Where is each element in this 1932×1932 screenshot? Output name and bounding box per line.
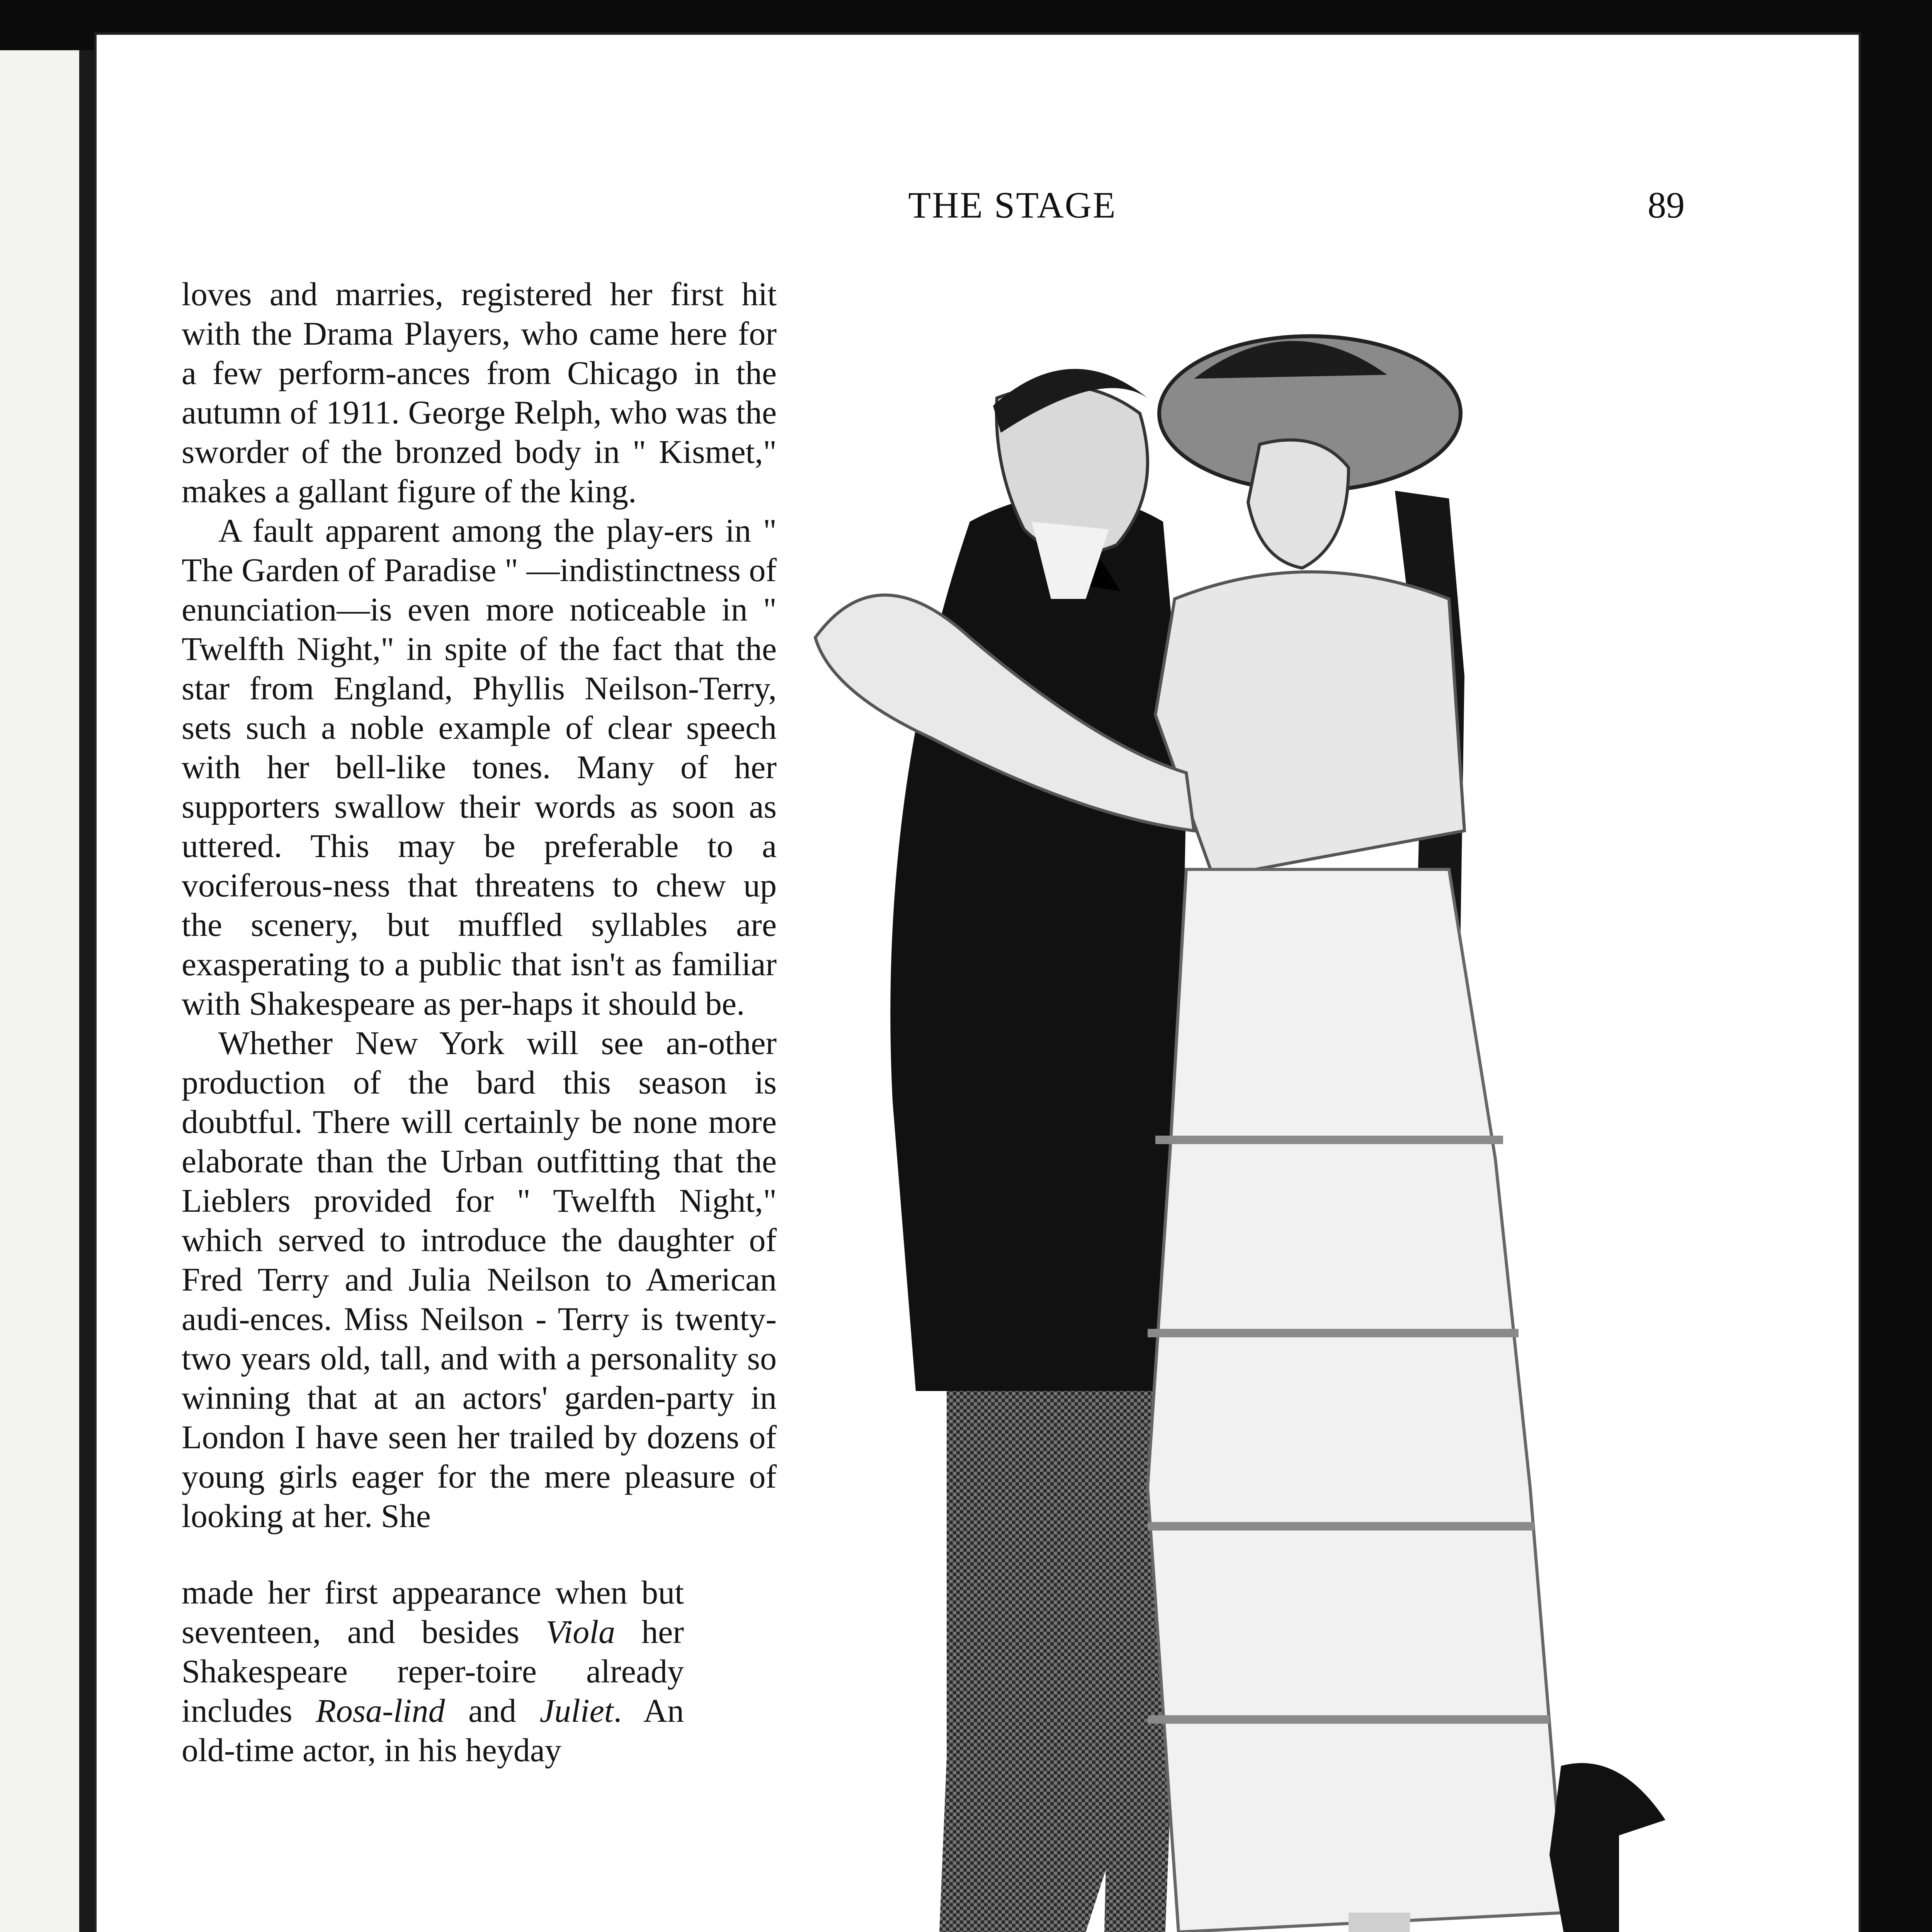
text-run: . An old-time actor, in his heyday <box>182 1692 684 1769</box>
facing-page-edge <box>0 50 95 1932</box>
text-run: her Shakespeare reper-toire already includes <box>182 1613 684 1729</box>
page-number: 89 <box>1648 184 1685 226</box>
running-title: THE STAGE <box>908 184 1117 226</box>
role-name: Viola <box>546 1613 616 1650</box>
article-column-middle <box>182 1573 684 1770</box>
text-run: and <box>445 1692 540 1729</box>
text-run: made her first appearance when but seventeen, and besides <box>182 1574 684 1650</box>
paragraph <box>182 1573 684 1770</box>
paragraph: loves and marries, registered her first hit with the Drama Players, who came here for a few perform-ances from Chicago in the autumn of 1911. George Relph, who was the sworder of the bronzed body in " Kismet," makes a gallant figure of the king. <box>182 276 777 510</box>
role-name: Juliet <box>539 1692 614 1729</box>
paragraph: A fault apparent among the play-ers in " The Garden of Paradise " —indistinctness of enunciation—is even more noticeable in " Twelfth Night," in spite of the fact that the star from England, Phyllis Neilson-Terry, sets such a noble example of clear speech with her bell-like tones. Many of her supporters swallow their words as soon as uttered. This may be preferable to a vociferous-ness that threatens to chew up the scenery, but muffled syllables are exasperating to a public that isn't as familiar with Shakespeare as per-haps it should be. <box>182 512 777 1022</box>
magazine-page <box>97 35 1859 1932</box>
dancing-couple-photo <box>730 251 1820 1932</box>
paragraph: Whether New York will see an-other production of the bard this season is doubtful. There will certainly be none more elaborate than the Urban outfitting that the Lieblers provided for " Twelfth Night," which served to introduce the daughter of Fred Terry and Julia Neilson to American audi-ences. Miss Neilson - Terry is twenty-two years old, tall, and with a personality so winning that at an actors' garden-party in London I have seen her trailed by dozens of young girls eager for the mere pleasure of looking at her. She <box>182 1024 777 1534</box>
article-column-upper <box>182 274 777 1536</box>
role-name: Rosa-lind <box>316 1692 445 1729</box>
